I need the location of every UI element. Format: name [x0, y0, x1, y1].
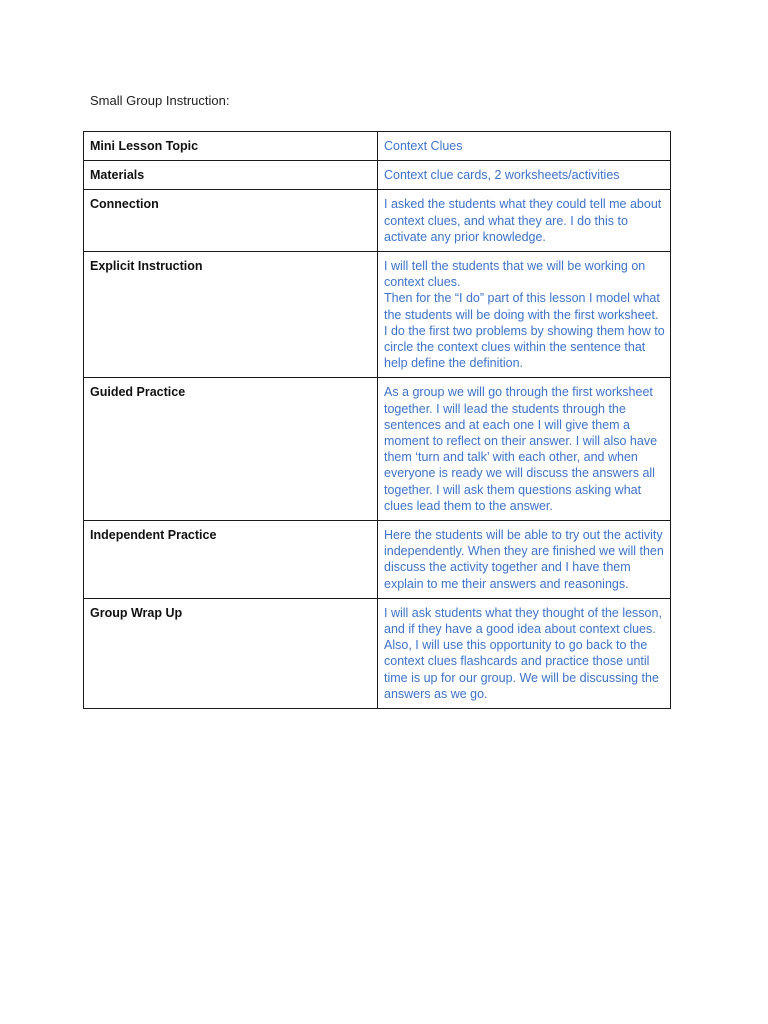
lesson-plan-table: [83, 131, 671, 709]
value-paragraph: Context clue cards, 2 worksheets/activities: [384, 168, 620, 183]
row-value-explicit-instruction: [378, 252, 671, 378]
table-row: [84, 252, 671, 378]
row-value-materials: [378, 161, 671, 190]
value-paragraph: Then for the “I do” part of this lesson I model what the students will be doing with the first worksheet. I do the first two problems by showing them how to circle the context clues within the sentence that help define the definition.: [384, 291, 665, 371]
value-paragraph: I will tell the students that we will be working on context clues.: [384, 259, 646, 290]
table-row: [84, 521, 671, 599]
value-paragraph: Context Clues: [384, 139, 463, 153]
row-label-guided-practice: Guided Practice: [84, 378, 378, 521]
value-paragraph: I will ask students what they thought of the lesson, and if they have a good idea about context clues.: [384, 605, 662, 637]
table-row: [84, 190, 671, 252]
row-value-group-wrap-up: [378, 598, 671, 708]
table-row: [84, 132, 671, 161]
row-label-independent-practice: Independent Practice: [84, 521, 378, 599]
table-row: [84, 378, 671, 521]
row-value-mini-lesson-topic: [378, 132, 671, 161]
table-row: [84, 161, 671, 190]
document-title: Small Group Instruction:: [90, 93, 230, 108]
row-value-guided-practice: [378, 378, 671, 521]
value-paragraph: Also, I will use this opportunity to go back to the context clues flashcards and practice those until time is up for our group. We will be discussing the answers as we go.: [384, 638, 659, 701]
row-label-mini-lesson-topic: Mini Lesson Topic: [84, 132, 378, 161]
row-value-connection: [378, 190, 671, 252]
value-paragraph: Here the students will be able to try out the activity independently. When they are finished we will then discuss the activity together and I have them explain to me their answers and reasonings.: [384, 528, 664, 591]
row-label-materials: Materials: [84, 161, 378, 190]
table-row: [84, 598, 671, 708]
value-paragraph: I asked the students what they could tell me about context clues, and what they are. I do this to activate any prior knowledge.: [384, 197, 662, 244]
value-paragraph: As a group we will go through the first worksheet together. I will lead the students through the sentences and at each one I will give them a moment to reflect on their answer. I will also have them ‘turn and talk’ with each other, and when everyone is ready we will discuss the answers all together. I will ask them questions asking what clues lead them to the answer.: [384, 385, 658, 513]
row-label-connection: Connection: [84, 190, 378, 252]
row-value-independent-practice: [378, 521, 671, 599]
row-label-explicit-instruction: Explicit Instruction: [84, 252, 378, 378]
row-label-group-wrap-up: Group Wrap Up: [84, 598, 378, 708]
